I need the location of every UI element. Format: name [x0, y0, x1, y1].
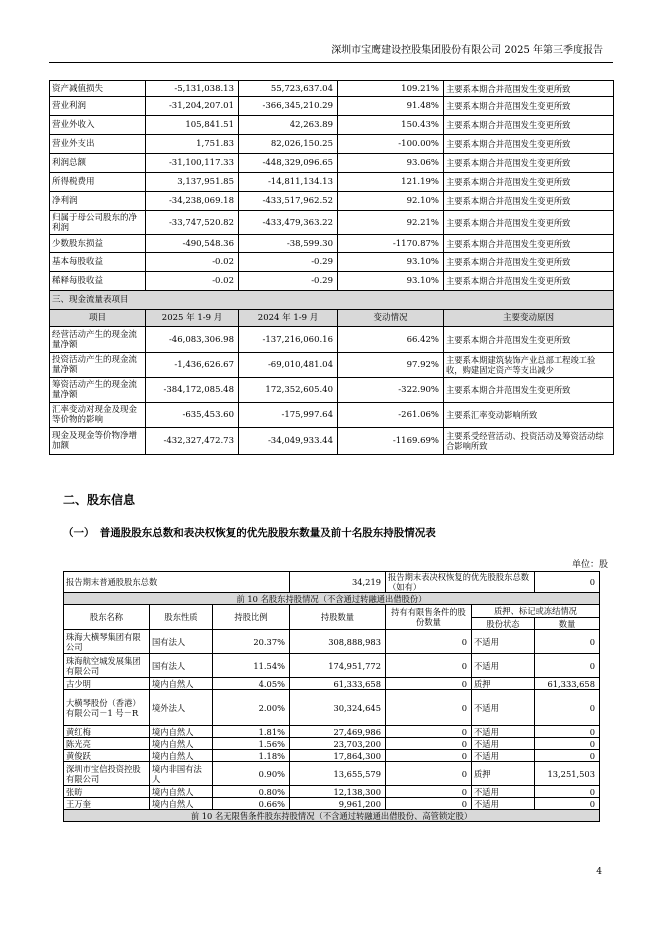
cashflow-row [50, 403, 614, 428]
holder-nature: 境内自然人 [150, 726, 213, 738]
holder-ratio: 11.54% [213, 654, 290, 678]
income-row [50, 272, 614, 291]
top10-title: 前 10 名股东持股情况（不含通过转融通出借股份） [64, 593, 600, 605]
holder-nature: 境内自然人 [150, 678, 213, 690]
change-percent: 97.92% [338, 353, 444, 378]
change-percent: 109.21% [338, 81, 444, 97]
holder-nature: 国有法人 [150, 630, 213, 654]
holder-pledge-qty: 61,333,658 [535, 678, 600, 690]
holder-qty: 30,324,645 [290, 690, 386, 726]
holder-status: 不适用 [472, 726, 535, 738]
table-row [64, 798, 600, 810]
holder-qty: 13,655,579 [290, 762, 386, 786]
page-number: 4 [596, 867, 602, 877]
footer-title-row [64, 810, 600, 822]
holder-qty: 61,333,658 [290, 678, 386, 690]
holder-qty: 308,888,983 [290, 630, 386, 654]
value-current: -490,548.36 [146, 235, 239, 253]
col-ratio: 持股比例 [213, 605, 290, 630]
holder-qty: 23,703,200 [290, 738, 386, 750]
holder-restricted: 0 [386, 738, 472, 750]
holder-name: 陈光亮 [64, 738, 150, 750]
value-prior: -433,479,363.22 [239, 211, 338, 235]
holder-status: 不适用 [472, 654, 535, 678]
holder-qty: 9,961,200 [290, 798, 386, 810]
change-percent: 92.21% [338, 211, 444, 235]
holder-status: 不适用 [472, 798, 535, 810]
holder-restricted: 0 [386, 798, 472, 810]
change-reason: 主要系本期合并范围发生变更所致 [444, 81, 614, 97]
value-prior: -14,811,134.13 [239, 173, 338, 192]
change-reason: 主要系本期合并范围发生变更所致 [444, 135, 614, 154]
shareholder-total-row [64, 572, 600, 593]
shareholder-header-row-1 [64, 605, 600, 618]
holder-qty: 174,951,772 [290, 654, 386, 678]
cashflow-row [50, 378, 614, 403]
value-prior: -0.29 [239, 272, 338, 291]
value-prior: -0.29 [239, 253, 338, 272]
col-qty: 持股数量 [290, 605, 386, 630]
holder-ratio: 1.18% [213, 750, 290, 762]
holder-qty: 12,138,300 [290, 786, 386, 798]
income-row [50, 192, 614, 211]
holder-name: 大横琴股份（香港）有限公司－1 号－R [64, 690, 150, 726]
holder-name: 珠海大横琴集团有限公司 [64, 630, 150, 654]
value-prior: -69,010,481.04 [239, 353, 338, 378]
change-reason: 主要系本期合并范围发生变更所致 [444, 97, 614, 116]
row-item: 资产减值损失 [50, 81, 146, 97]
holder-pledge-qty: 0 [535, 690, 600, 726]
holder-ratio: 0.66% [213, 798, 290, 810]
holder-name: 黄红梅 [64, 726, 150, 738]
col-pledge-qty: 数量 [535, 618, 600, 630]
holder-nature: 境内自然人 [150, 750, 213, 762]
holder-status: 质押 [472, 678, 535, 690]
holder-pledge-qty: 0 [535, 786, 600, 798]
holder-ratio: 1.81% [213, 726, 290, 738]
financial-change-table [49, 80, 614, 455]
total-holders-label: 报告期末普通股股东总数 [64, 572, 290, 593]
change-percent: 66.42% [338, 327, 444, 353]
income-row [50, 173, 614, 192]
income-row [50, 97, 614, 116]
cf-header-reason: 主要变动原因 [444, 310, 614, 327]
holder-nature: 境内自然人 [150, 798, 213, 810]
value-current: -46,083,306.98 [146, 327, 239, 353]
unit-label: 单位：股 [571, 560, 608, 570]
cashflow-row [50, 428, 614, 455]
value-current: -0.02 [146, 272, 239, 291]
cashflow-row [50, 353, 614, 378]
change-percent: 93.10% [338, 272, 444, 291]
income-row [50, 211, 614, 235]
change-percent: 93.10% [338, 253, 444, 272]
total-holders-value: 34,219 [290, 572, 386, 593]
change-percent: -1170.87% [338, 235, 444, 253]
cf-header-prev: 2024 年 1-9 月 [239, 310, 338, 327]
value-prior: -433,517,962.52 [239, 192, 338, 211]
value-prior: -448,329,096.65 [239, 154, 338, 173]
value-current: -5,131,038.13 [146, 81, 239, 97]
value-current: -31,204,207.01 [146, 97, 239, 116]
holder-name: 王万奎 [64, 798, 150, 810]
cashflow-header-row [50, 310, 614, 327]
row-item: 归属于母公司股东的净利润 [50, 211, 146, 235]
change-reason: 主要系汇率变动影响所致 [444, 403, 614, 428]
holder-pledge-qty: 0 [535, 750, 600, 762]
value-current: 3,137,951.85 [146, 173, 239, 192]
table-row [64, 654, 600, 678]
holder-restricted: 0 [386, 786, 472, 798]
row-item: 汇率变动对现金及现金等价物的影响 [50, 403, 146, 428]
change-reason: 主要系本期合并范围发生变更所致 [444, 272, 614, 291]
holder-status: 不适用 [472, 630, 535, 654]
holder-restricted: 0 [386, 762, 472, 786]
change-reason: 主要系本期合并范围发生变更所致 [444, 327, 614, 353]
row-item: 基本每股收益 [50, 253, 146, 272]
row-item: 现金及现金等价物净增加额 [50, 428, 146, 455]
holder-ratio: 20.37% [213, 630, 290, 654]
holder-restricted: 0 [386, 690, 472, 726]
holder-name: 张昉 [64, 786, 150, 798]
row-item: 营业外收入 [50, 116, 146, 135]
row-item: 营业利润 [50, 97, 146, 116]
holder-restricted: 0 [386, 726, 472, 738]
holder-name: 古少明 [64, 678, 150, 690]
change-percent: 121.19% [338, 173, 444, 192]
row-item: 投资活动产生的现金流量净额 [50, 353, 146, 378]
value-current: -384,172,085.48 [146, 378, 239, 403]
holder-restricted: 0 [386, 678, 472, 690]
value-prior: -38,599.30 [239, 235, 338, 253]
value-current: -34,238,069.18 [146, 192, 239, 211]
change-reason: 主要系本期合并范围发生变更所致 [444, 235, 614, 253]
holder-status: 不适用 [472, 750, 535, 762]
row-item: 少数股东损益 [50, 235, 146, 253]
col-nature: 股东性质 [150, 605, 213, 630]
page-header-title: 深圳市宝鹰建设控股集团股份有限公司 2025 年第三季度报告 [331, 45, 603, 56]
holder-pledge-qty: 0 [535, 654, 600, 678]
value-prior: -137,216,060.16 [239, 327, 338, 353]
table-row [64, 738, 600, 750]
table-row [64, 726, 600, 738]
holder-name: 珠海航空城发展集团有限公司 [64, 654, 150, 678]
change-reason: 主要系本期合并范围发生变更所致 [444, 116, 614, 135]
holder-nature: 国有法人 [150, 654, 213, 678]
change-reason: 主要系本期合并范围发生变更所致 [444, 211, 614, 235]
row-item: 营业外支出 [50, 135, 146, 154]
income-row [50, 81, 614, 97]
holder-nature: 境内自然人 [150, 786, 213, 798]
cf-header-item: 项目 [50, 310, 146, 327]
col-pledge: 质押、标记或冻结情况 [472, 605, 600, 618]
value-prior: 82,026,150.25 [239, 135, 338, 154]
holder-pledge-qty: 0 [535, 798, 600, 810]
value-prior: 172,352,605.40 [239, 378, 338, 403]
change-reason: 主要系本期建筑装饰产业总部工程竣工验收，购建固定资产等支出减少 [444, 353, 614, 378]
change-reason: 主要系本期合并范围发生变更所致 [444, 378, 614, 403]
value-current: 1,751.83 [146, 135, 239, 154]
holder-restricted: 0 [386, 630, 472, 654]
holder-name: 黄俊跃 [64, 750, 150, 762]
income-row [50, 235, 614, 253]
nonrestricted-title: 前 10 名无限售条件股东持股情况（不含通过转融通出借股份、高管锁定股） [64, 810, 600, 822]
holder-status: 不适用 [472, 690, 535, 726]
holder-qty: 17,864,300 [290, 750, 386, 762]
table-row [64, 630, 600, 654]
holder-ratio: 0.80% [213, 786, 290, 798]
value-current: -432,327,472.73 [146, 428, 239, 455]
holder-restricted: 0 [386, 750, 472, 762]
row-item: 所得税费用 [50, 173, 146, 192]
income-row [50, 253, 614, 272]
holder-ratio: 2.00% [213, 690, 290, 726]
value-prior: -366,345,210.29 [239, 97, 338, 116]
holder-nature: 境内非国有法人 [150, 762, 213, 786]
col-name: 股东名称 [64, 605, 150, 630]
holder-status: 不适用 [472, 738, 535, 750]
value-current: -31,100,117.33 [146, 154, 239, 173]
holder-nature: 境内自然人 [150, 738, 213, 750]
change-percent: 91.48% [338, 97, 444, 116]
row-item: 稀释每股收益 [50, 272, 146, 291]
change-percent: -1169.69% [338, 428, 444, 455]
holder-ratio: 4.05% [213, 678, 290, 690]
cf-header-chg: 变动情况 [338, 310, 444, 327]
cashflow-rows [50, 327, 614, 455]
value-prior: -34,049,933.44 [239, 428, 338, 455]
col-status: 股份状态 [472, 618, 535, 630]
table-row [64, 750, 600, 762]
table-row [64, 690, 600, 726]
change-percent: 150.43% [338, 116, 444, 135]
value-current: -1,436,626.67 [146, 353, 239, 378]
pref-holders-label: 报告期末表决权恢复的优先股股东总数（如有） [386, 572, 535, 593]
change-percent: -322.90% [338, 378, 444, 403]
table-row [64, 762, 600, 786]
cf-header-cur: 2025 年 1-9 月 [146, 310, 239, 327]
col-restricted: 持有有限售条件的股份数量 [386, 605, 472, 630]
value-current: -33,747,520.82 [146, 211, 239, 235]
value-current: -635,453.60 [146, 403, 239, 428]
value-prior: 42,263.89 [239, 116, 338, 135]
change-percent: 93.06% [338, 154, 444, 173]
pref-holders-value: 0 [535, 572, 600, 593]
income-row [50, 135, 614, 154]
change-reason: 主要系本期合并范围发生变更所致 [444, 173, 614, 192]
section-shareholder-table-title: （一） 普通股股东总数和表决权恢复的优先股股东数量及前十名股东持股情况表 [63, 527, 436, 539]
holder-qty: 27,469,986 [290, 726, 386, 738]
change-percent: -100.00% [338, 135, 444, 154]
row-item: 利润总额 [50, 154, 146, 173]
change-reason: 主要系本期合并范围发生变更所致 [444, 192, 614, 211]
holder-nature: 境外法人 [150, 690, 213, 726]
holder-restricted: 0 [386, 654, 472, 678]
holder-name: 深圳市宝信投资控股有限公司 [64, 762, 150, 786]
value-current: -0.02 [146, 253, 239, 272]
shareholder-table [63, 571, 600, 822]
row-item: 筹资活动产生的现金流量净额 [50, 378, 146, 403]
holder-pledge-qty: 0 [535, 726, 600, 738]
holder-pledge-qty: 13,251,503 [535, 762, 600, 786]
top10-title-row [64, 593, 600, 605]
change-percent: 92.10% [338, 192, 444, 211]
holder-status: 质押 [472, 762, 535, 786]
section-shareholder-info: 二、股东信息 [63, 493, 136, 507]
change-percent: -261.06% [338, 403, 444, 428]
header-divider [49, 62, 613, 63]
income-row [50, 154, 614, 173]
holder-pledge-qty: 0 [535, 630, 600, 654]
income-row [50, 116, 614, 135]
holder-pledge-qty: 0 [535, 738, 600, 750]
change-reason: 主要系本期合并范围发生变更所致 [444, 253, 614, 272]
row-item: 净利润 [50, 192, 146, 211]
value-prior: 55,723,637.04 [239, 81, 338, 97]
cashflow-section-row [50, 291, 614, 310]
holder-ratio: 1.56% [213, 738, 290, 750]
shareholder-rows [64, 630, 600, 810]
row-item: 经营活动产生的现金流量净额 [50, 327, 146, 353]
holder-ratio: 0.90% [213, 762, 290, 786]
holder-status: 不适用 [472, 786, 535, 798]
value-current: 105,841.51 [146, 116, 239, 135]
change-reason: 主要系受经营活动、投资活动及筹资活动综合影响所致 [444, 428, 614, 455]
table-row [64, 786, 600, 798]
table-row [64, 678, 600, 690]
value-prior: -175,997.64 [239, 403, 338, 428]
change-reason: 主要系本期合并范围发生变更所致 [444, 154, 614, 173]
cashflow-row [50, 327, 614, 353]
cashflow-section-title: 三、现金流量表项目 [50, 291, 614, 310]
income-rows [50, 81, 614, 291]
